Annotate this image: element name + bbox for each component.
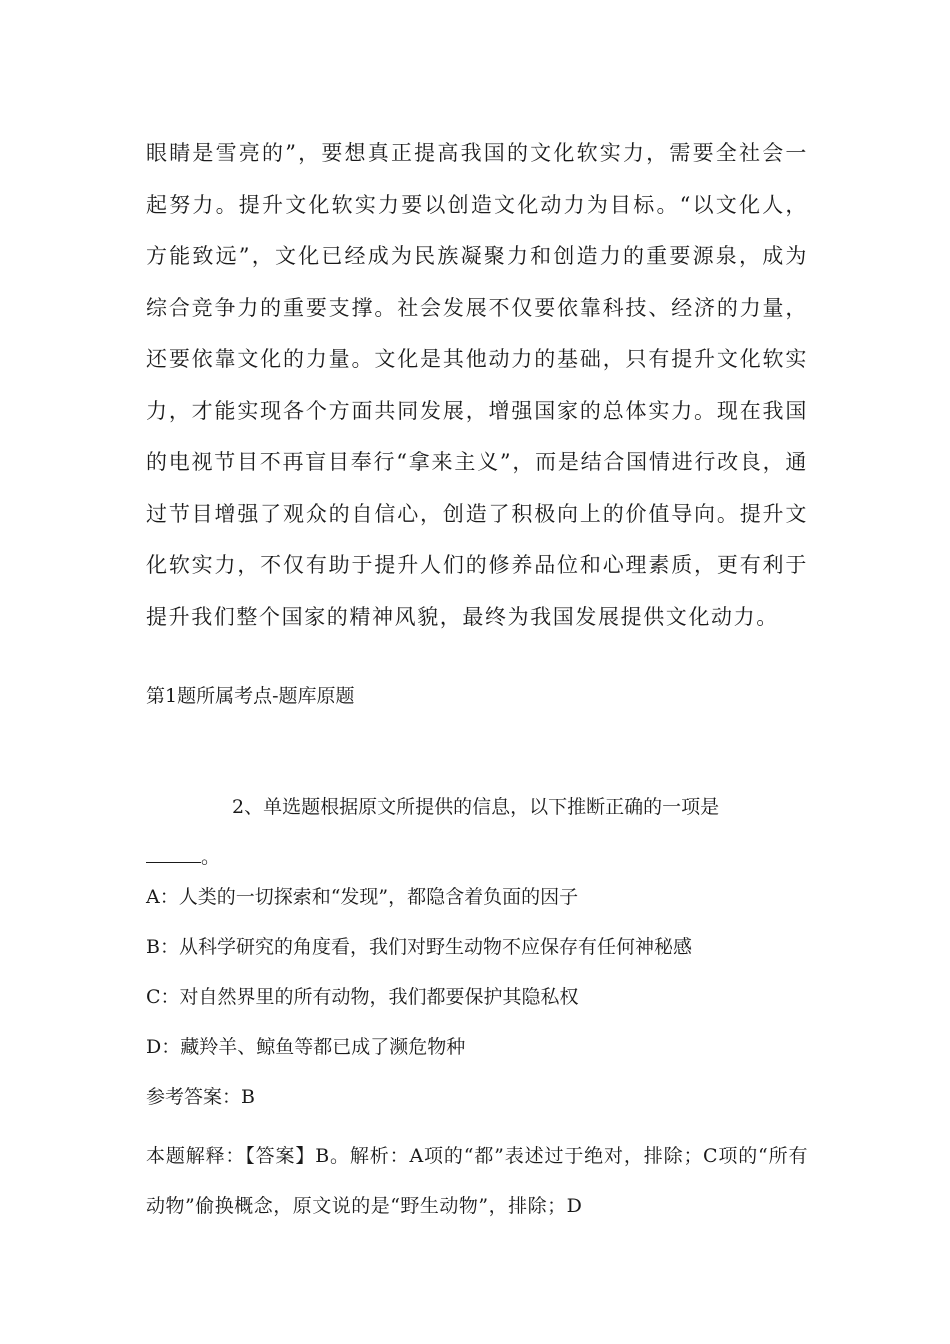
option-d: D：藏羚羊、鲸鱼等都已成了濒危物种 <box>146 1036 466 1058</box>
answer-blank <box>146 848 201 863</box>
question-text: 2、单选题根据原文所提供的信息，以下推断正确的一项是 <box>232 796 720 818</box>
reference-answer: 参考答案：B <box>146 1086 255 1108</box>
explanation-text: 本题解释：【答案】B。解析：A项的“都”表述过于绝对，排除；C项的“所有动物”偷换概念，原文说的是“野生动物”，排除；D <box>146 1145 808 1217</box>
option-c: C：对自然界里的所有动物，我们都要保护其隐私权 <box>146 986 579 1008</box>
option-b: B：从科学研究的角度看，我们对野生动物不应保存有任何神秘感 <box>146 936 692 958</box>
topic-label: 第1题所属考点-题库原题 <box>146 685 355 707</box>
question-end-mark: 。 <box>201 846 221 868</box>
passage-text: 眼睛是雪亮的”，要想真正提高我国的文化软实力，需要全社会一起努力。提升文化软实力要以创造文化动力为目标。“以文化人，方能致远”，文化已经成为民族凝聚力和创造力的重要源泉，成为综合竞争力的重要支撑。社会发展不仅要依靠科技、经济的力量，还要依靠文化的力量。文化是其他动力的基础，只有提升文化软实力，才能实现各个方面共同发展，增强国家的总体实力。现在我国的电视节目不再盲目奉行“拿来主义”，而是结合国情进行改良，通过节目增强了观众的自信心，创造了积极向上的价值导向。提升文化软实力，不仅有助于提升人们的修养品位和心理素质，更有利于提升我们整个国家的精神风貌，最终为我国发展提供文化动力。 <box>146 141 808 629</box>
question-stem <box>146 782 808 882</box>
option-a: A：人类的一切探索和“发现”，都隐含着负面的因子 <box>146 886 579 908</box>
